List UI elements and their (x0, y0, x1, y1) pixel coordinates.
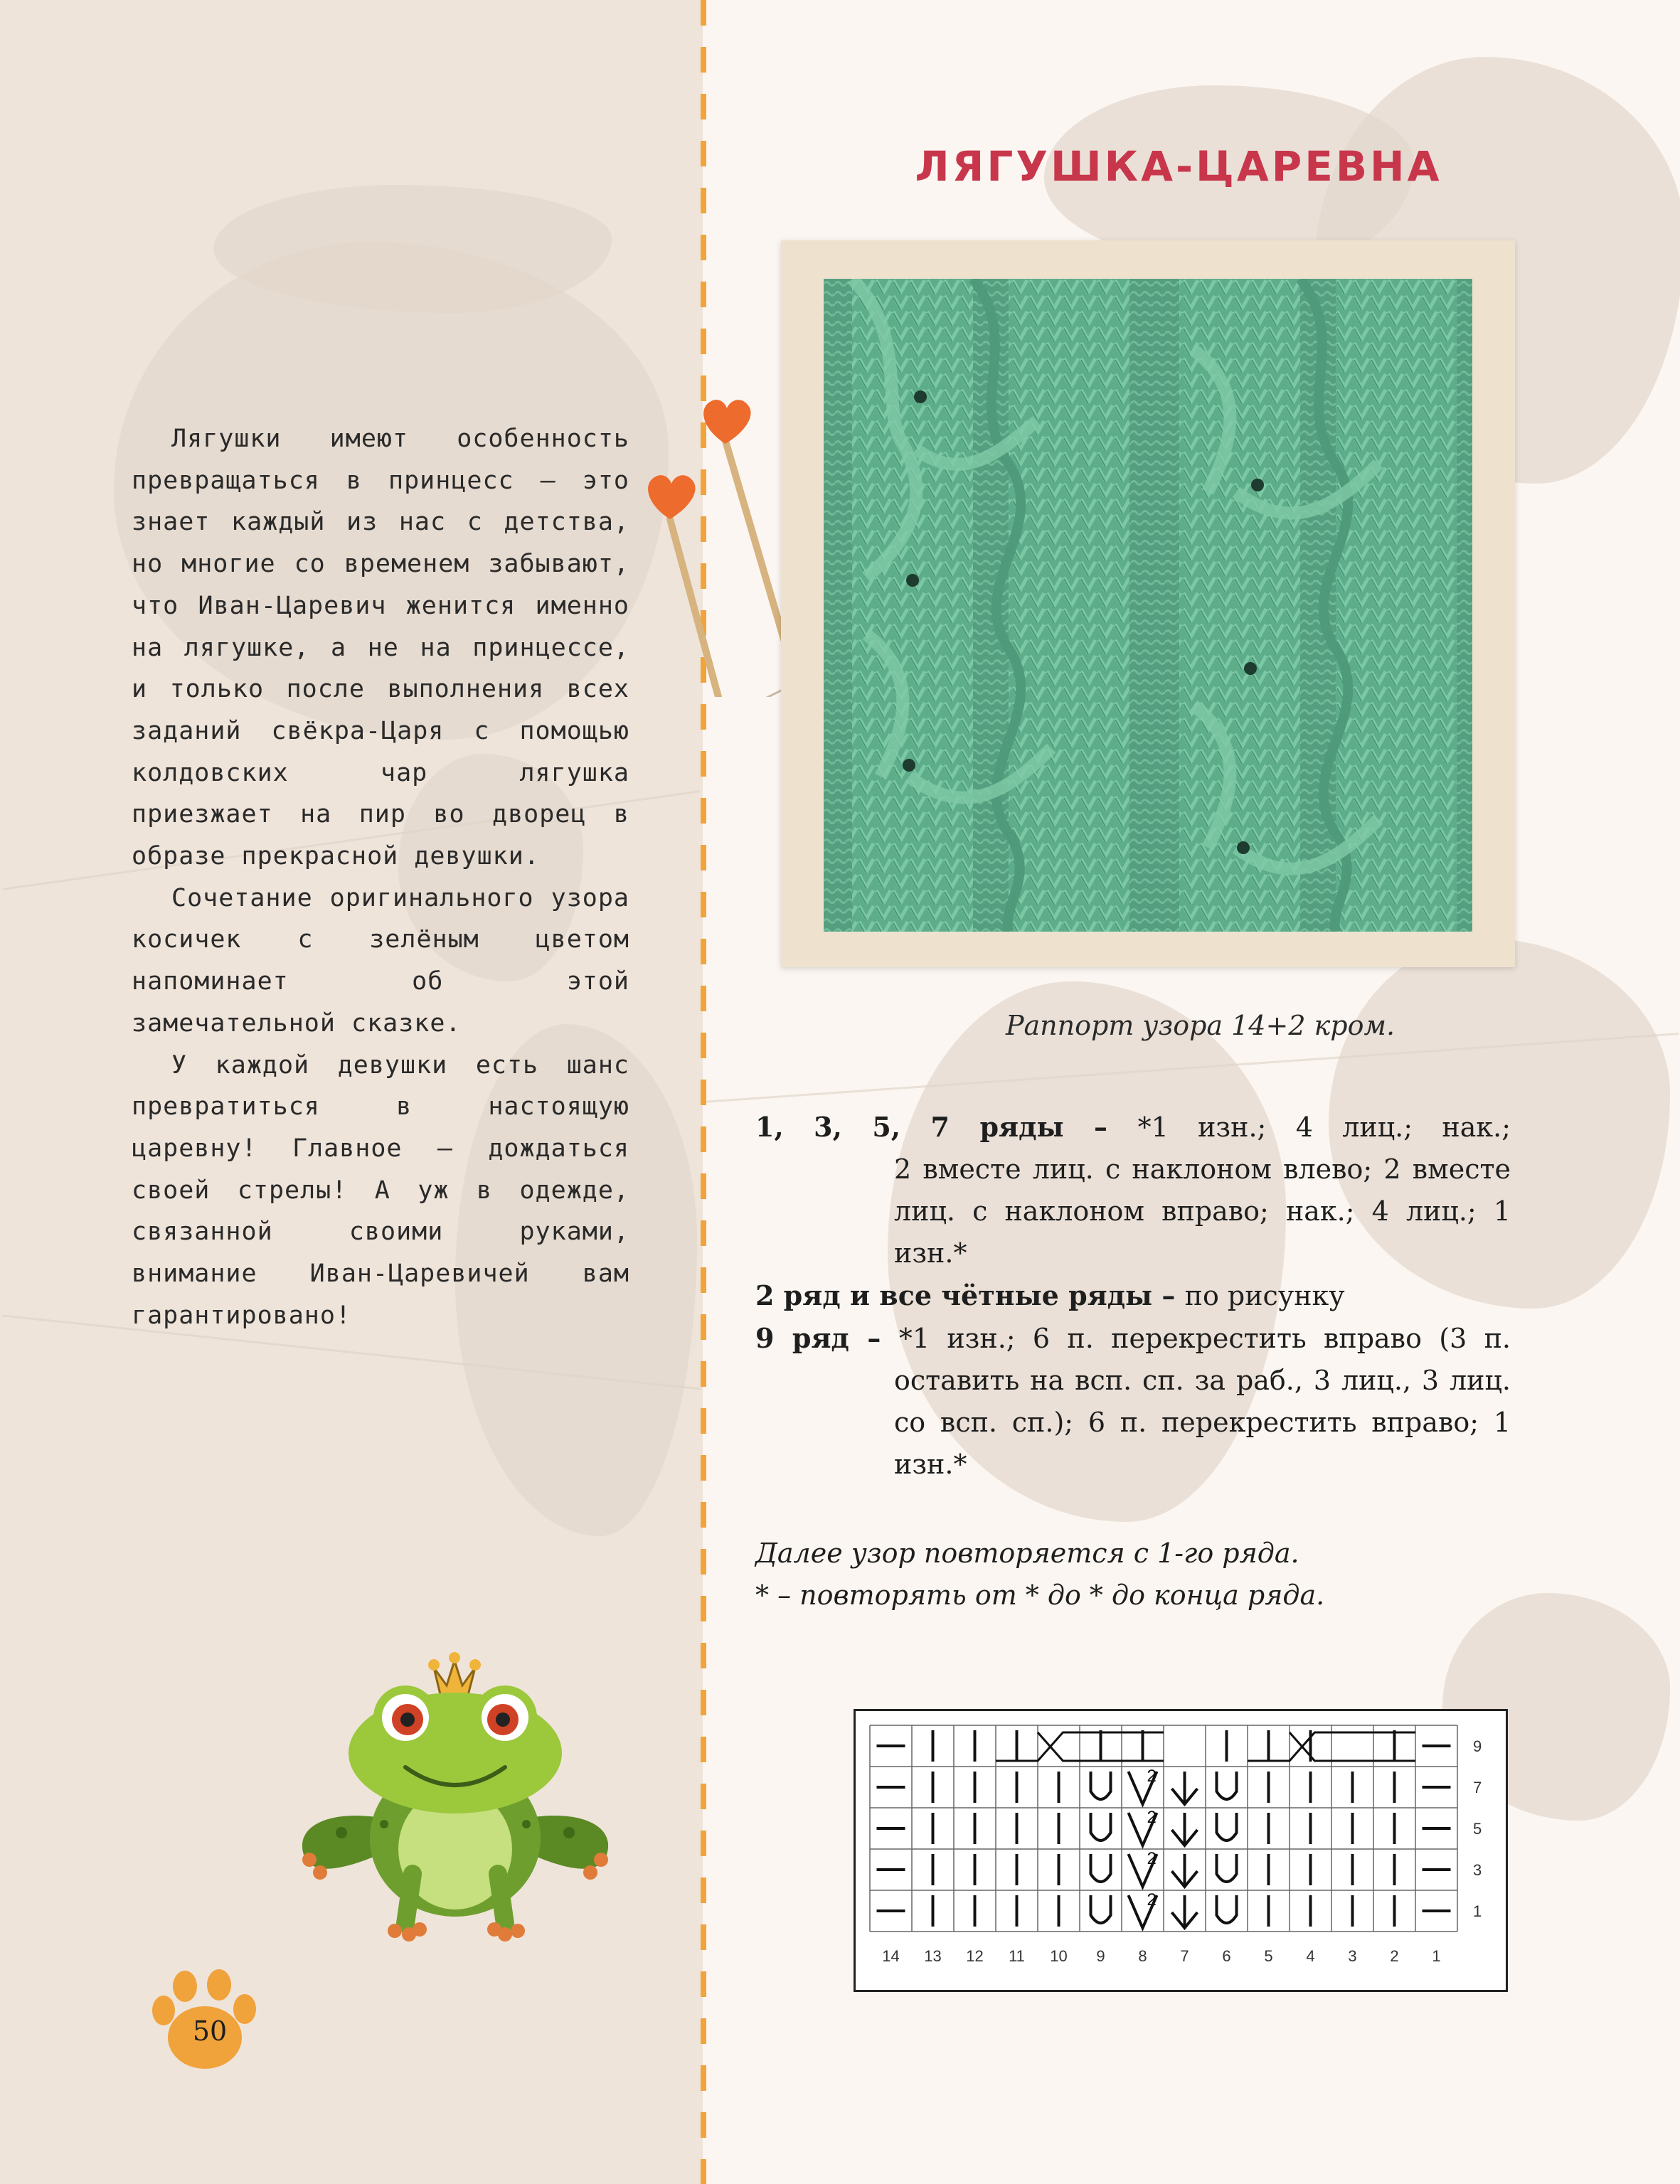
chart-column-number: 2 (1390, 1947, 1399, 1965)
chart-symbol-yarnover (1217, 1813, 1237, 1841)
chart-symbol-2-label: 2 (1147, 1890, 1157, 1909)
frog-prince-icon (292, 1646, 619, 1945)
chart-symbol-yarnover (1217, 1772, 1237, 1799)
chart-symbol-yarnover (1217, 1854, 1237, 1882)
intro-text (132, 418, 629, 1336)
chart-column-number: 10 (1050, 1947, 1068, 1965)
chart-column-number: 9 (1096, 1947, 1105, 1965)
chart-row-number: 9 (1473, 1737, 1482, 1755)
odd-rows-text-rest: 2 вместе лиц. с наклоном влево; 2 вместе лиц. с наклоном вправо; нак.; 4 лиц.; 1 изн.* (894, 1154, 1511, 1269)
chart-column-number: 14 (882, 1947, 900, 1965)
knitting-chart (854, 1709, 1508, 1992)
row9-instruction (755, 1317, 1511, 1360)
row9-dash: – (849, 1322, 899, 1354)
note-asterisk: * – повторять от * до * до конца ряда. (755, 1580, 1325, 1611)
chart-symbol-yarnover (1091, 1854, 1111, 1882)
chart-symbol-2-label: 2 (1147, 1849, 1157, 1868)
pattern-notes (755, 1533, 1538, 1616)
knitting-chart-grid (856, 1711, 1506, 1990)
odd-rows-dash: – (1063, 1111, 1138, 1143)
chart-symbol-k2tog-right (1172, 1854, 1198, 1887)
pattern-repeat-caption: Раппорт узора 14+2 кром. (1005, 1010, 1395, 1041)
even-rows-instruction (755, 1274, 1511, 1317)
chart-column-number: 5 (1264, 1947, 1273, 1965)
chart-symbol-2-label: 2 (1147, 1767, 1157, 1786)
chart-symbol-yarnover (1091, 1813, 1111, 1841)
odd-rows-text-first: *1 изн.; 4 лиц.; нак.; (1137, 1112, 1511, 1143)
chart-symbol-yarnover (1091, 1772, 1111, 1799)
chart-column-number: 12 (966, 1947, 984, 1965)
chart-column-number: 4 (1306, 1947, 1315, 1965)
chart-row-number: 3 (1473, 1861, 1482, 1879)
chart-symbol-yarnover (1091, 1895, 1111, 1923)
even-rows-text: по рисунку (1184, 1280, 1345, 1311)
chart-column-number: 7 (1180, 1947, 1189, 1965)
chart-symbol-2-label: 2 (1147, 1808, 1157, 1827)
intro-paragraph-2: Сочетание оригинального узора косичек с зелёным цветом напоминает об этой замечательной сказке. (132, 883, 629, 1038)
dashed-divider (701, 0, 706, 2184)
chart-row-number: 5 (1473, 1820, 1482, 1838)
chart-column-number: 6 (1222, 1947, 1231, 1965)
page-number: 50 (192, 2015, 228, 2047)
knitting-needles-icon (640, 384, 797, 697)
chart-column-number: 1 (1432, 1947, 1441, 1965)
row9-text-first: *1 изн.; 6 п. перекрестить вправо (3 п. (898, 1323, 1511, 1354)
intro-paragraph-1: Лягушки имеют особенность превращаться в принцесс – это знает каждый из нас с детства, но многие со временем забывают, что Иван-Царевич женится именно на лягушке, а не на принцессе, и только после выполнения всех заданий свёкра-Царя с помощью колдовских чар лягушка приезжает на пир во дворец в образе прекрасной девушки. (132, 425, 629, 871)
chart-cable-cross-right-2-under (1290, 1732, 1415, 1761)
chart-column-number: 13 (924, 1947, 942, 1965)
even-rows-label: 2 ряд и все чётные ряды (755, 1279, 1153, 1311)
chart-column-number: 3 (1348, 1947, 1357, 1965)
odd-rows-instruction (755, 1106, 1511, 1149)
chart-symbol-yarnover (1217, 1895, 1237, 1923)
knitting-instructions (755, 1106, 1511, 1486)
row9-label: 9 ряд (755, 1322, 849, 1354)
chart-symbol-k2tog-right (1172, 1772, 1198, 1804)
chart-symbol-k2tog-right (1172, 1895, 1198, 1928)
odd-rows-label: 1, 3, 5, 7 ряды (755, 1111, 1064, 1143)
chart-row-number: 7 (1473, 1779, 1482, 1796)
pattern-title: ЛЯГУШКА-ЦАРЕВНА (915, 142, 1442, 191)
chart-symbol-k2tog-right (1172, 1813, 1198, 1845)
knit-swatch-image (824, 279, 1472, 932)
chart-column-number: 11 (1009, 1947, 1025, 1965)
intro-paragraph-3: У каждой девушки есть шанс превратиться в настоящую царевну! Главное – дождаться своей стрелы! А уж в одежде, связанной своими руками, внимание Иван-Царевичей вам гарантировано! (132, 1050, 629, 1330)
chart-column-number: 8 (1138, 1947, 1147, 1965)
note-repeat: Далее узор повторяется с 1-го ряда. (755, 1538, 1299, 1569)
even-rows-dash: – (1152, 1279, 1185, 1311)
knit-sample-photo (781, 240, 1515, 967)
row9-text-rest: оставить на всп. сп. за раб., 3 лиц., 3 лиц. со всп. сп.); 6 п. перекрестить вправо; 1 изн.* (894, 1365, 1511, 1480)
chart-row-number: 1 (1473, 1902, 1482, 1920)
